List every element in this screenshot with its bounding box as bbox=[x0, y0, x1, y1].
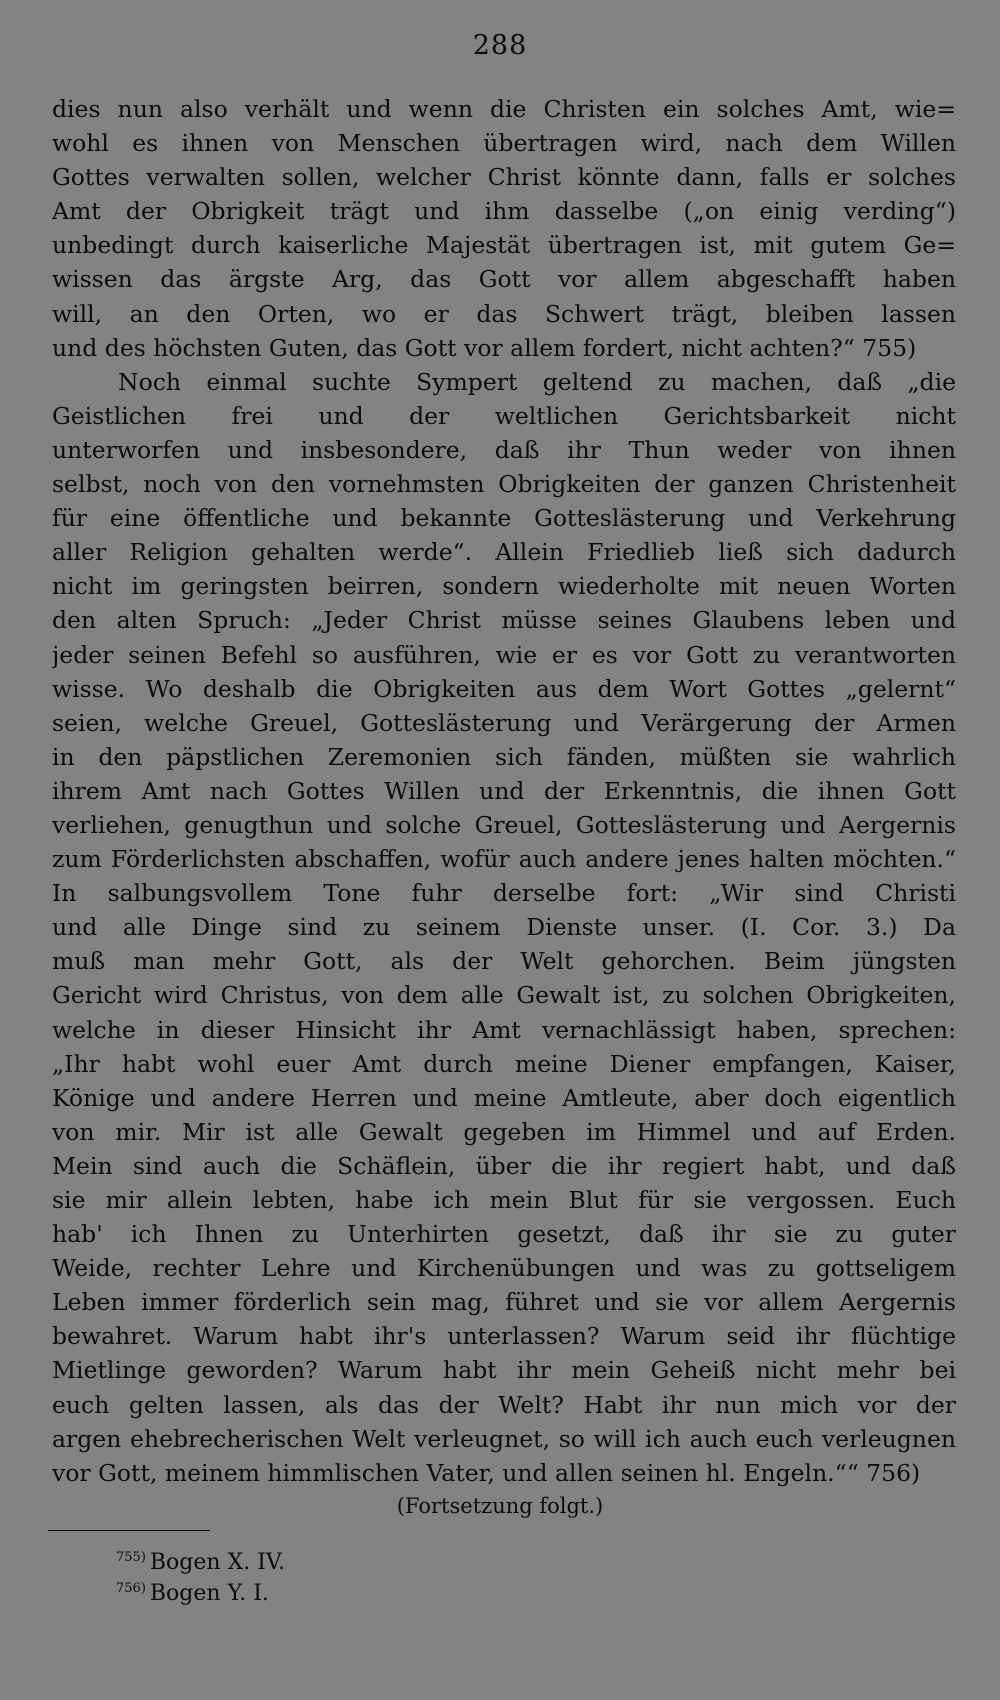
body-text bbox=[52, 92, 956, 1490]
text-line: bewahret. Warum habt ihr's unterlassen? Warum seid ihr flüchtige bbox=[52, 1322, 956, 1351]
text-line: Mein sind auch die Schäflein, über die ihr regiert habt, und daß bbox=[52, 1151, 956, 1180]
text-line: unbedingt durch kaiserliche Majestät übertragen ist, mit gutem Ge= bbox=[52, 231, 956, 260]
text-line: selbst, noch von den vornehmsten Obrigkeiten der ganzen Christenheit bbox=[52, 470, 956, 499]
text-line: Gericht wird Christus, von dem alle Gewalt ist, zu solchen Obrigkeiten, bbox=[52, 981, 956, 1010]
text-line: und alle Dinge sind zu seinem Dienste unser. (I. Cor. 3.) Da bbox=[52, 913, 956, 942]
text-line: jeder seinen Befehl so ausführen, wie er es vor Gott zu verantworten bbox=[52, 640, 956, 669]
text-line: aller Religion gehalten werde“. Allein Friedlieb ließ sich dadurch bbox=[52, 538, 956, 567]
text-line: wissen das ärgste Arg, das Gott vor allem abgeschafft haben bbox=[52, 265, 956, 294]
continuation-note: (Fortsetzung folgt.) bbox=[396, 1494, 604, 1518]
text-line: für eine öffentliche und bekannte Gotteslästerung und Verkehrung bbox=[52, 504, 956, 533]
text-line: „Ihr habt wohl euer Amt durch meine Diener empfangen, Kaiser, bbox=[52, 1049, 956, 1078]
text-line: seien, welche Greuel, Gotteslästerung und Verärgerung der Armen bbox=[52, 708, 956, 737]
text-line: wohl es ihnen von Menschen übertragen wird, nach dem Willen bbox=[52, 129, 956, 158]
text-line: den alten Spruch: „Jeder Christ müsse seines Glaubens leben und bbox=[52, 606, 956, 635]
text-line: In salbungsvollem Tone fuhr derselbe fort: „Wir sind Christi bbox=[52, 879, 956, 908]
text-line: Weide, rechter Lehre und Kirchenübungen und was zu gottseligem bbox=[52, 1254, 956, 1283]
footnote-text: Bogen X. IV. bbox=[149, 1550, 285, 1575]
footnotes bbox=[116, 1542, 716, 1604]
text-line: hab' ich Ihnen zu Unterhirten gesetzt, daß ihr sie zu guter bbox=[52, 1220, 956, 1249]
text-line: Leben immer förderlich sein mag, führet und sie vor allem Aergernis bbox=[52, 1288, 956, 1317]
text-line: vor Gott, meinem himmlischen Vater, und allen seinen hl. Engeln.““ 756) bbox=[52, 1458, 921, 1487]
text-line: muß man mehr Gott, als der Welt gehorchen. Beim jüngsten bbox=[52, 947, 956, 976]
text-line: zum Förderlichsten abschaffen, wofür auch andere jenes halten möchten.“ bbox=[52, 845, 956, 874]
text-line: sie mir allein lebten, habe ich mein Blut für sie vergossen. Euch bbox=[52, 1186, 956, 1214]
text-line: Geistlichen frei und der weltlichen Gerichtsbarkeit nicht bbox=[52, 401, 956, 430]
page-number: 288 bbox=[472, 30, 528, 61]
text-line: und des höchsten Guten, das Gott vor allem fordert, nicht achten?“ 755) bbox=[52, 333, 917, 362]
text-line: Gottes verwalten sollen, welcher Christ könnte dann, falls er solches bbox=[52, 163, 956, 192]
footnote bbox=[116, 1542, 716, 1573]
text-line: Noch einmal suchte Sympert geltend zu machen, daß „die bbox=[118, 367, 956, 396]
footnote-divider bbox=[48, 1530, 210, 1531]
text-line: ihrem Amt nach Gottes Willen und der Erkenntnis, die ihnen Gott bbox=[52, 776, 956, 805]
text-line: unterworfen und insbesondere, daß ihr Thun weder von ihnen bbox=[52, 435, 956, 464]
footnote-mark: 755) bbox=[116, 1550, 146, 1565]
text-line: dies nun also verhält und wenn die Christen ein solches Amt, wie= bbox=[52, 95, 956, 123]
text-line: in den päpstlichen Zeremonien sich fänden, müßten sie wahrlich bbox=[52, 742, 956, 771]
text-line: Amt der Obrigkeit trägt und ihm dasselbe („on einig verding“) bbox=[52, 197, 956, 226]
footnote-text: Bogen Y. I. bbox=[149, 1581, 269, 1606]
text-line: nicht im geringsten beirren, sondern wiederholte mit neuen Worten bbox=[52, 572, 956, 601]
footnote bbox=[116, 1573, 716, 1604]
text-line: welche in dieser Hinsicht ihr Amt vernachlässigt haben, sprechen: bbox=[52, 1015, 956, 1044]
text-line: wisse. Wo deshalb die Obrigkeiten aus dem Wort Gottes „gelernt“ bbox=[52, 674, 956, 703]
text-line: euch gelten lassen, als das der Welt? Habt ihr nun mich vor der bbox=[52, 1390, 956, 1419]
footnote-mark: 756) bbox=[116, 1581, 146, 1596]
text-line: Mietlinge geworden? Warum habt ihr mein Geheiß nicht mehr bei bbox=[52, 1356, 956, 1385]
text-line: argen ehebrecherischen Welt verleugnet, so will ich auch euch verleugnen bbox=[52, 1424, 956, 1453]
text-line: will, an den Orten, wo er das Schwert trägt, bleiben lassen bbox=[52, 299, 956, 328]
text-line: Könige und andere Herren und meine Amtleute, aber doch eigentlich bbox=[52, 1083, 956, 1112]
text-line: von mir. Mir ist alle Gewalt gegeben im Himmel und auf Erden. bbox=[52, 1117, 956, 1146]
text-line: verliehen, genugthun und solche Greuel, Gotteslästerung und Aergernis bbox=[52, 810, 956, 839]
